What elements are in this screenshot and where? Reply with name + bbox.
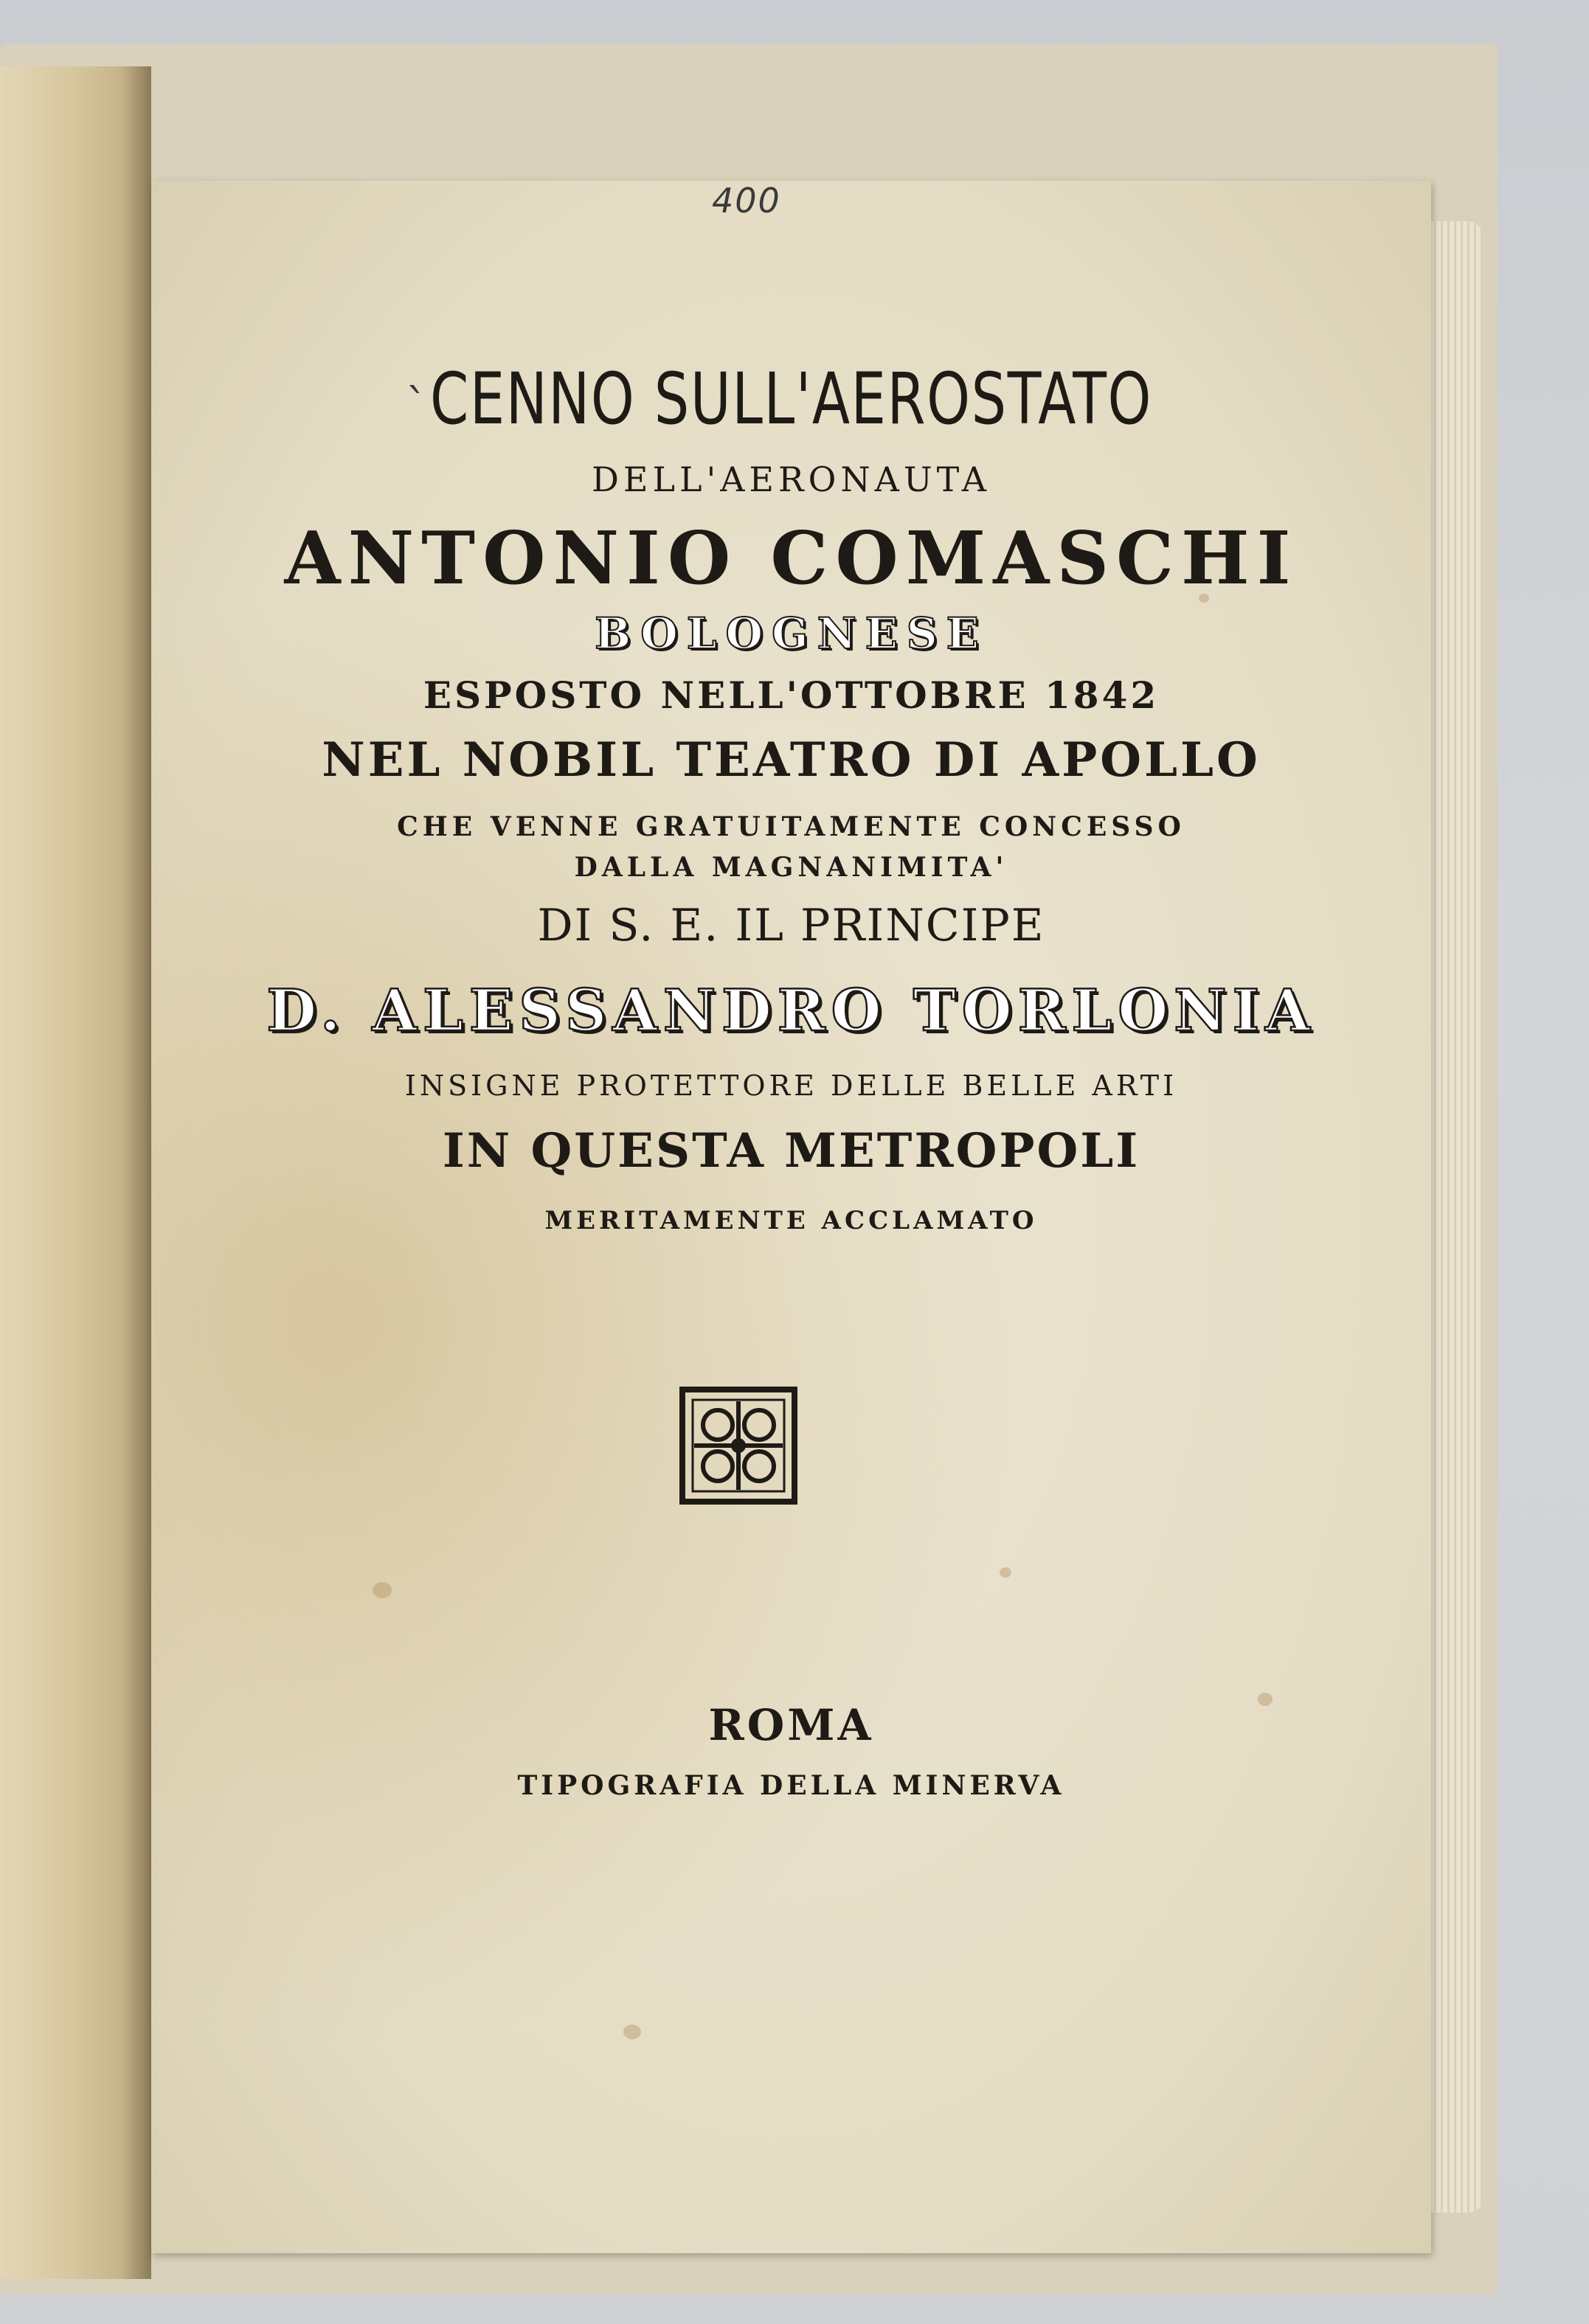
title-page <box>151 181 1431 2253</box>
author-origin: BOLOGNESE <box>595 608 988 659</box>
exhibition-date: ESPOSTO NELL'OTTOBRE 1842 <box>423 673 1160 717</box>
venue: NEL NOBIL TEATRO DI APOLLO <box>322 732 1261 788</box>
author-name: ANTONIO COMASCHI <box>284 516 1298 601</box>
stray-mark: ` <box>406 380 428 431</box>
title-line-2: DELL'AERONAUTA <box>592 459 991 499</box>
concession-line: CHE VENNE GRATUITAMENTE CONCESSO <box>397 811 1185 842</box>
handwritten-note: 400 <box>712 181 781 221</box>
patron-description: INSIGNE PROTETTORE DELLE BELLE ARTI <box>404 1069 1178 1102</box>
foxing-spot <box>623 2025 641 2039</box>
acclaim-line: MERITAMENTE ACCLAMATO <box>544 1206 1038 1235</box>
foxing-spot <box>373 1582 392 1598</box>
left-flyleaf <box>0 66 151 2279</box>
foxing-spot <box>1258 1693 1273 1706</box>
patron-name: D. ALESSANDRO TORLONIA <box>266 977 1316 1044</box>
prince-title: DI S. E. IL PRINCIPE <box>537 900 1045 951</box>
printer-ornament-icon <box>679 1387 797 1505</box>
imprint-printer: TIPOGRAFIA DELLA MINERVA <box>517 1770 1065 1801</box>
foxing-spot <box>1199 594 1209 603</box>
metropolis-line: IN QUESTA METROPOLI <box>442 1123 1140 1179</box>
title-line-1: CENNO SULL'AEROSTATO <box>430 358 1152 440</box>
magnanimity-line: DALLA MAGNANIMITA' <box>574 852 1008 883</box>
imprint-city: ROMA <box>708 1700 874 1750</box>
foxing-spot <box>1000 1567 1011 1578</box>
